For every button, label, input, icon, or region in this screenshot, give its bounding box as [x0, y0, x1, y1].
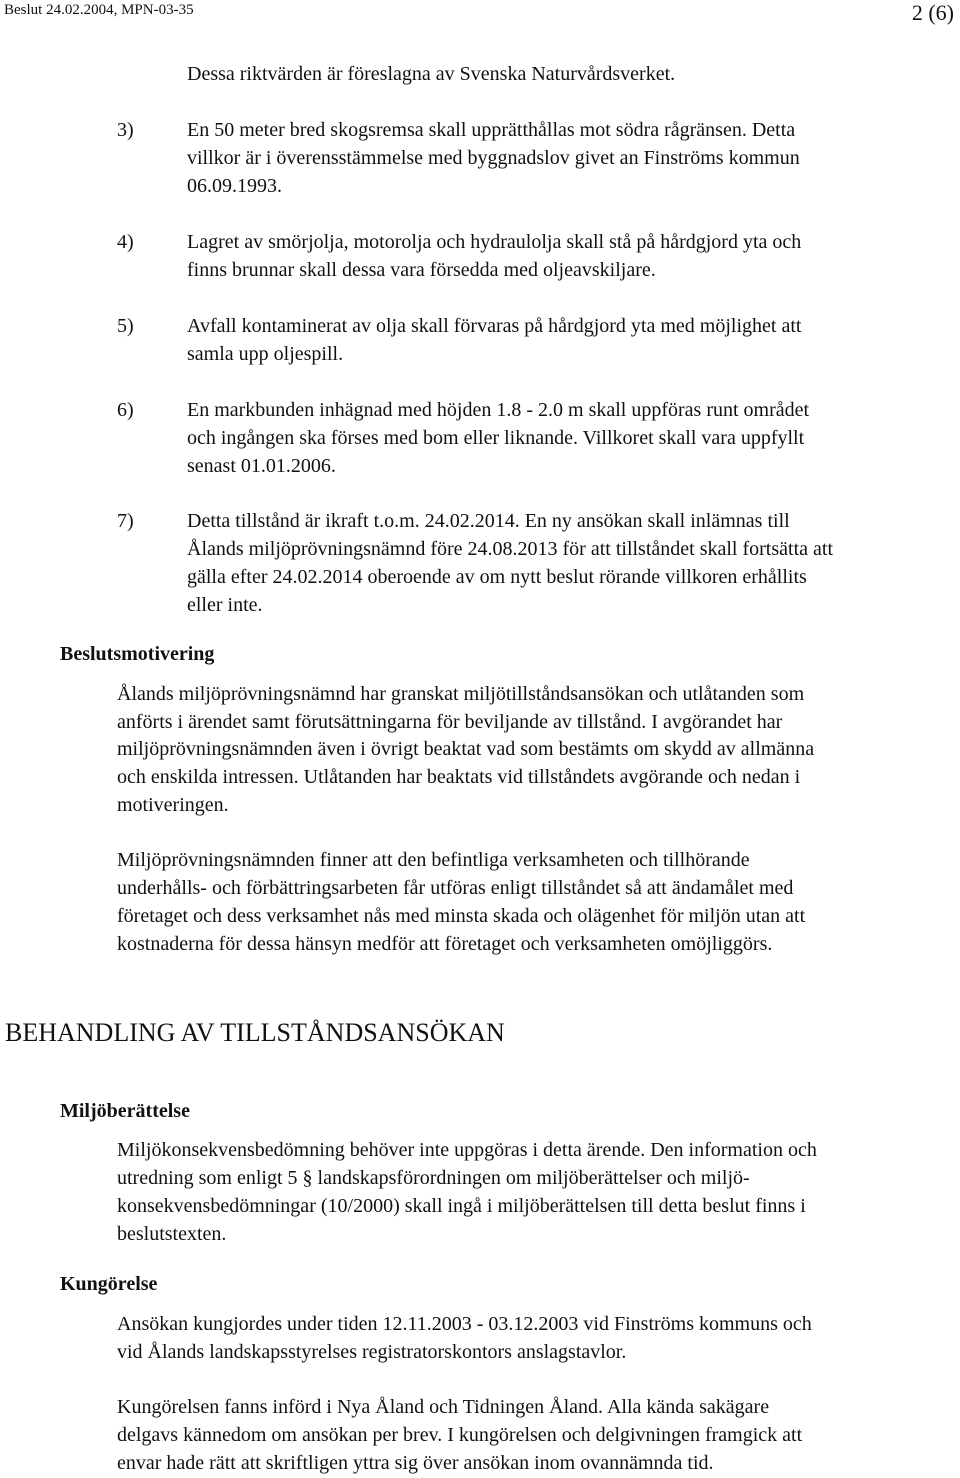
paragraph-line: Miljökonsekvensbedömning behöver inte uppgöras i detta ärende. Den information och [117, 1139, 817, 1161]
paragraph-line: Kungörelsen fanns införd i Nya Åland och Tidningen Åland. Alla kända sakägare [117, 1396, 770, 1418]
paragraph-line: delgavs kännedom om ansökan per brev. I kungörelsen och delgivningen framgick att [117, 1424, 803, 1446]
condition-line: Lagret av smörjolja, motorolja och hydraulolja skall stå på hårdgjord yta och [187, 231, 802, 253]
paragraph-line: Miljöprövningsnämnden finner att den befintliga verksamheten och tillhörande [117, 849, 750, 871]
condition-line: och ingången ska förses med bom eller liknande. Villkoret skall vara uppfyllt [187, 427, 805, 449]
paragraph-line: envar hade rätt att skriftligen yttra sig över ansökan inom ovannämnda tid. [117, 1452, 714, 1474]
paragraph-line: kostnaderna för dessa hänsyn medför att företaget och verksamheten omöjliggörs. [117, 933, 773, 955]
paragraph-line: underhålls- och förbättringsarbeten får utföras enligt tillståndet så att ändamålet med [117, 877, 794, 899]
condition-line: Detta tillstånd är ikraft t.o.m. 24.02.2014. En ny ansökan skall inlämnas till [187, 510, 790, 532]
paragraph-line: motiveringen. [117, 794, 229, 816]
condition-line: Ålands miljöprövningsnämnd före 24.08.2013 för att tillståndet skall fortsätta att [187, 538, 833, 560]
section-heading-beslutsmotivering: Beslutsmotivering [60, 643, 215, 665]
paragraph-line: miljöprövningsnämnden även i övrigt beaktat vad som bestämts om skydd av allmänna [117, 738, 815, 760]
intro-text: Dessa riktvärden är föreslagna av Svenska Naturvårdsverket. [187, 63, 676, 85]
paragraph-line: företaget och dess verksamhet nås med minsta skada och olägenhet för miljön utan att [117, 905, 806, 927]
paragraph-line: Ansökan kungjordes under tiden 12.11.2003 - 03.12.2003 vid Finströms kommuns och [117, 1313, 812, 1335]
condition-line: finns brunnar skall dessa vara försedda med oljeavskiljare. [187, 259, 656, 281]
section-title-behandling: BEHANDLING AV TILLSTÅNDSANSÖKAN [5, 1018, 505, 1047]
paragraph-line: utredning som enligt 5 § landskapsförordningen om miljöberättelser och miljö- [117, 1167, 750, 1189]
condition-line: gälla efter 24.02.2014 oberoende av om nytt beslut rörande villkoren erhållits [187, 566, 807, 588]
condition-line: En 50 meter bred skogsremsa skall upprätthållas mot södra rågränsen. Detta [187, 119, 796, 141]
paragraph-line: beslutstexten. [117, 1223, 227, 1245]
condition-line: En markbunden inhägnad med höjden 1.8 - 2.0 m skall uppföras runt området [187, 399, 810, 421]
condition-line: Avfall kontaminerat av olja skall förvaras på hårdgjord yta med möjlighet att [187, 315, 802, 337]
condition-number: 5) [117, 315, 134, 337]
condition-line: 06.09.1993. [187, 175, 282, 197]
condition-number: 7) [117, 510, 134, 532]
document-reference: Beslut 24.02.2004, MPN-03-35 [4, 2, 194, 18]
condition-number: 4) [117, 231, 134, 253]
section-heading-kungorelse: Kungörelse [60, 1273, 158, 1295]
paragraph-line: vid Ålands landskapsstyrelses registratorskontors anslagstavlor. [117, 1341, 627, 1363]
condition-line: senast 01.01.2006. [187, 455, 336, 477]
condition-number: 3) [117, 119, 134, 141]
paragraph-line: Ålands miljöprövningsnämnd har granskat miljötillståndsansökan och utlåtanden som [117, 683, 805, 705]
condition-line: samla upp oljespill. [187, 343, 344, 365]
paragraph-line: och enskilda intressen. Utlåtanden har beaktats vid tillståndets avgörande och nedan i [117, 766, 801, 788]
condition-line: villkor är i överensstämmelse med byggnadslov givet an Finströms kommun [187, 147, 800, 169]
condition-line: eller inte. [187, 594, 263, 616]
paragraph-line: anförts i ärendet samt förutsättningarna för beviljande av tillstånd. I avgörandet har [117, 711, 783, 733]
page-number: 2 (6) [911, 0, 954, 25]
paragraph-line: konsekvensbedömningar (10/2000) skall ingå i miljöberättelsen till detta beslut finns i [117, 1195, 806, 1217]
condition-number: 6) [117, 399, 134, 421]
section-heading-miljoberattelse: Miljöberättelse [60, 1100, 190, 1122]
